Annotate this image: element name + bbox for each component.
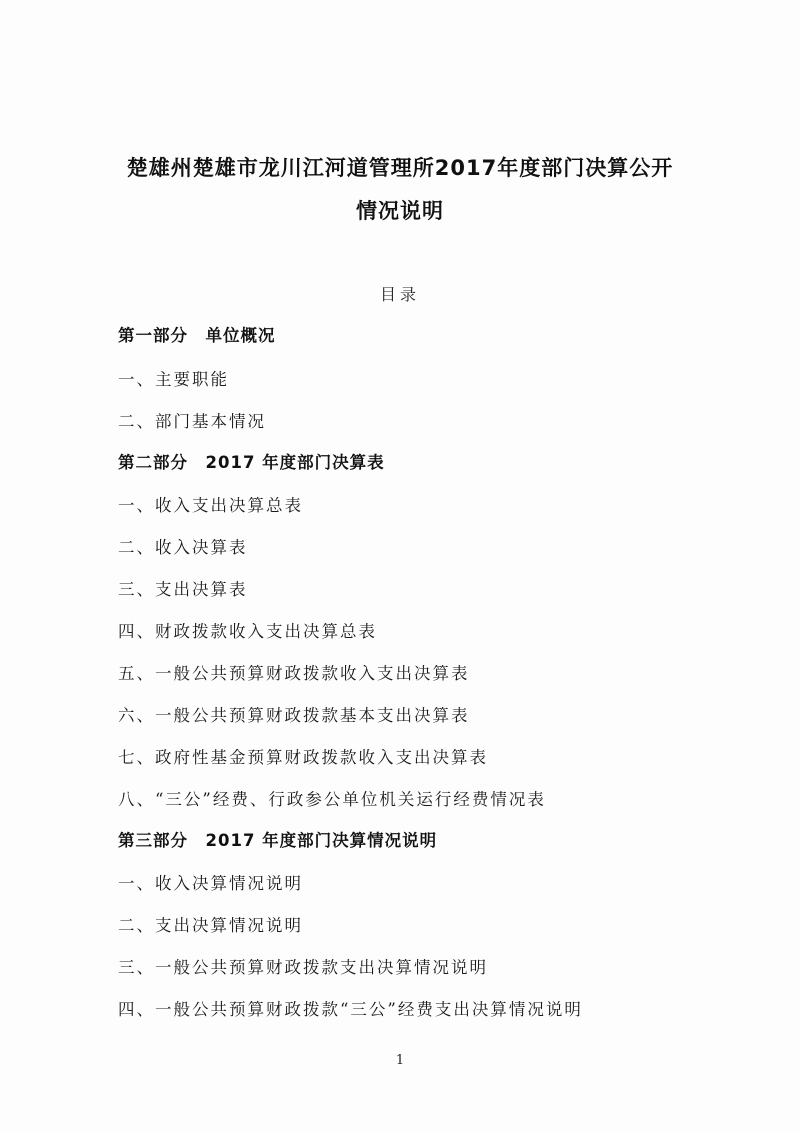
toc-item: 六、一般公共预算财政拨款基本支出决算表 [118, 706, 470, 725]
toc-item: 二、部门基本情况 [118, 412, 266, 431]
toc-item: 一、收入决算情况说明 [118, 874, 303, 893]
toc-item: 七、政府性基金预算财政拨款收入支出决算表 [118, 748, 488, 767]
toc-item: 四、财政拨款收入支出决算总表 [118, 622, 377, 641]
toc-item: 四、一般公共预算财政拨款“三公”经费支出决算情况说明 [118, 1000, 583, 1019]
toc-item: 八、“三公”经费、行政参公单位机关运行经费情况表 [118, 790, 546, 809]
toc-item: 三、支出决算表 [118, 580, 248, 599]
toc-item: 二、支出决算情况说明 [118, 916, 303, 935]
toc-item: 三、一般公共预算财政拨款支出决算情况说明 [118, 958, 488, 977]
toc-part-3: 第三部分 2017 年度部门决算情况说明 [118, 831, 438, 850]
toc-item: 一、收入支出决算总表 [118, 496, 303, 515]
toc-item: 五、一般公共预算财政拨款收入支出决算表 [118, 664, 470, 683]
toc-item: 一、主要职能 [118, 370, 229, 389]
toc-part-1: 第一部分 单位概况 [118, 326, 276, 345]
document-title-line-1: 楚雄州楚雄市龙川江河道管理所2017年度部门决算公开 [126, 156, 674, 180]
document-title-line-2: 情况说明 [356, 199, 444, 223]
toc-item: 二、收入决算表 [118, 538, 248, 557]
toc-heading: 目录 [379, 285, 420, 304]
toc-part-2: 第二部分 2017 年度部门决算表 [118, 453, 385, 472]
page-number: 1 [395, 1053, 405, 1068]
